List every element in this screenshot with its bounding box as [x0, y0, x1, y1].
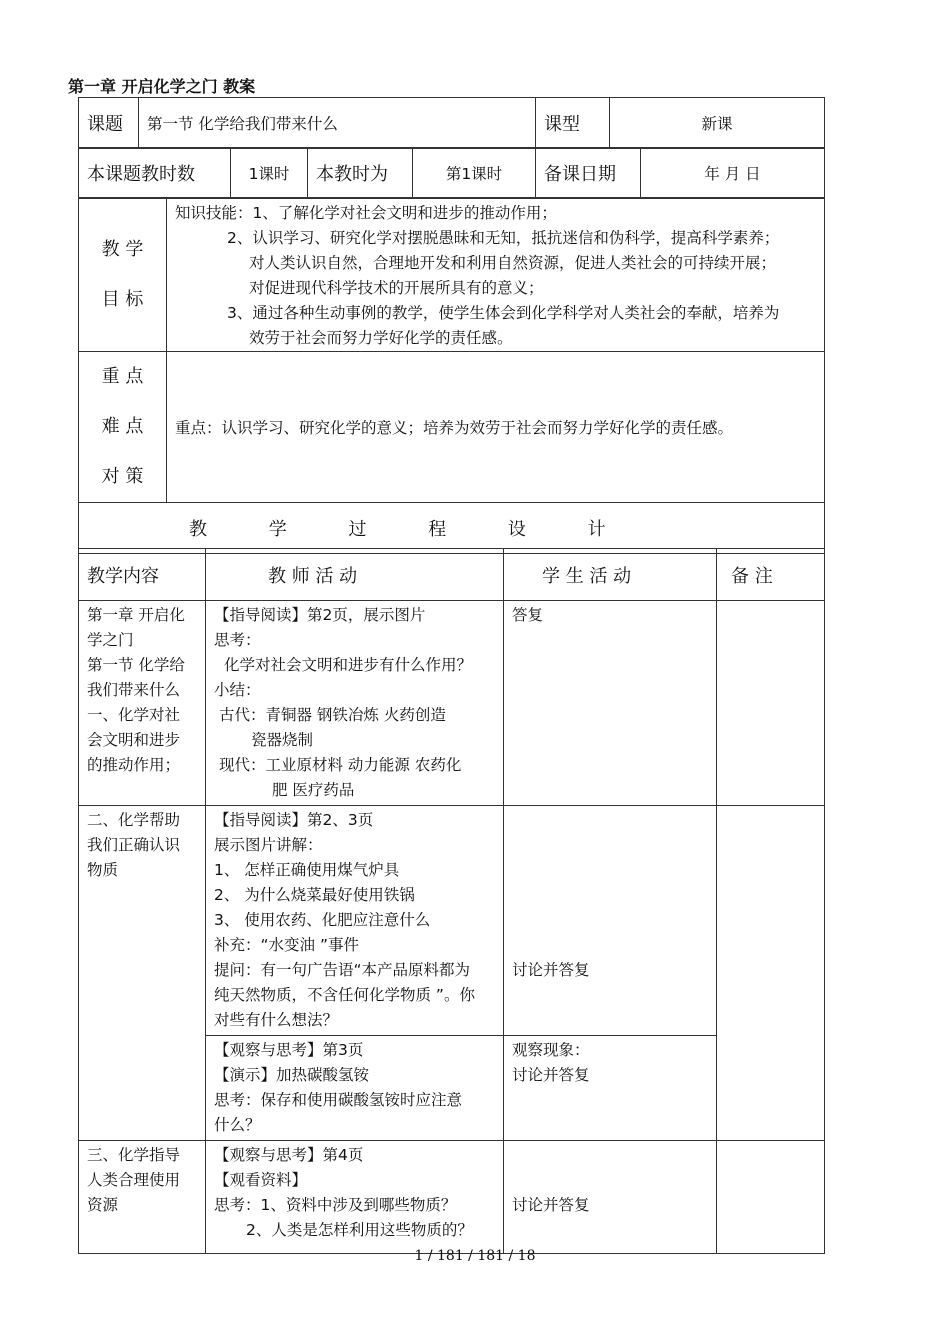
- key-label-2: 难 点: [101, 416, 144, 437]
- col-header-notes: 备 注: [717, 549, 825, 601]
- row-teacher-cell: 【指导阅读】第2页，展示图片 思考： 化学对社会文明和进步有什么作用？ 小结： 古代：青铜器 钢铁冶炼 火药创造 瓷器烧制 现代：工业原材料 动力能源 农药化 肥 医疗药品: [206, 601, 504, 806]
- table-row: [79, 806, 825, 1036]
- goals-label-top: 教 学: [101, 238, 144, 260]
- hours-label: 本课题教时数: [79, 148, 231, 199]
- key-label-3: 对 策: [101, 466, 144, 487]
- header-table-row2: [78, 147, 825, 199]
- process-title: 教 学 过 程 设 计: [79, 503, 825, 554]
- goal-line: 对人类认识自然，合理地开发和利用自然资源，促进人类社会的可持续开展；: [249, 254, 777, 272]
- row-teacher-cell: 【指导阅读】第2、3页 展示图片讲解： 1、 怎样正确使用煤气炉具 2、 为什么烧菜最好使用铁锅 3、 使用农药、化肥应注意什么 补充：“水变油 ”事件 提问：有一句广告语“本产品原料都为 纯天然物质，不含任何化学物质 ”。你 对些有什么想法？: [206, 806, 504, 1036]
- row-student-cell: 讨论并答复: [504, 806, 717, 1036]
- prep-date-value: 年 月 日: [641, 148, 825, 199]
- goal-line: 知识技能：1、了解化学对社会文明和进步的推动作用；: [175, 204, 557, 222]
- document-title: 第一章 开启化学之门 教案: [68, 77, 256, 96]
- row-teacher-cell: 【观察与思考】第4页 【观看资料】 思考：1、资料中涉及到哪些物质？ 2、人类是怎样利用这些物质的？: [206, 1141, 504, 1254]
- goal-line: 效劳于社会而努力学好化学的责任感。: [249, 329, 513, 347]
- key-label-1: 重 点: [101, 366, 144, 387]
- process-table: [78, 548, 825, 1254]
- row-notes-cell: [717, 1141, 825, 1254]
- row-content-cell: 三、化学指导 人类合理使用 资源: [79, 1141, 206, 1254]
- row-content-cell: 第一章 开启化 学之门 第一节 化学给 我们带来什么 一、化学对社 会文明和进步 的推动作用；: [79, 601, 206, 806]
- row-content-cell: 二、化学帮助 我们正确认识 物质: [79, 806, 206, 1141]
- goal-line: 对促进现代科学技术的开展所具有的意义；: [249, 279, 544, 297]
- col-header-content: 教学内容: [79, 549, 206, 601]
- goal-line: 3、通过各种生动事例的教学，使学生体会到化学科学对人类社会的奉献，培养为: [227, 304, 780, 322]
- prep-date-label: 备课日期: [536, 148, 641, 199]
- lesson-label: 课题: [79, 98, 139, 149]
- row-teacher-cell: 【观察与思考】第3页 【演示】加热碳酸氢铵 思考：保存和使用碳酸氢铵时应注意 什么？: [206, 1036, 504, 1141]
- hours-value: 1课时: [231, 148, 308, 199]
- type-value: 新课: [610, 98, 825, 149]
- key-content: 重点：认识学习、研究化学的意义；培养为效劳于社会而努力学好化学的责任感。: [167, 352, 825, 503]
- col-header-teacher: 教 师 活 动: [206, 549, 504, 601]
- goals-content: [167, 198, 825, 352]
- key-label: [79, 352, 167, 503]
- col-header-student: 学 生 活 动: [504, 549, 717, 601]
- table-row: [79, 1141, 825, 1254]
- row-student-cell: 答复: [504, 601, 717, 806]
- header-table-row1: [78, 97, 825, 149]
- row-student-cell: 观察现象： 讨论并答复: [504, 1036, 717, 1141]
- goals-label: [79, 198, 167, 352]
- goal-line: 2、认识学习、研究化学对摆脱愚昧和无知，抵抗迷信和伪科学，提高科学素养；: [227, 229, 780, 247]
- type-label: 课型: [536, 98, 610, 149]
- row-notes-cell: [717, 601, 825, 806]
- current-lesson-label: 本教时为: [308, 148, 413, 199]
- goals-table: [78, 197, 825, 554]
- current-lesson-value: 第1课时: [413, 148, 536, 199]
- goals-label-bottom: 目 标: [101, 288, 144, 310]
- row-student-cell: 讨论并答复: [504, 1141, 717, 1254]
- lesson-value: 第一节 化学给我们带来什么: [139, 98, 536, 149]
- page-footer: 1 / 181 / 181 / 18: [414, 1248, 536, 1264]
- row-notes-cell: [717, 806, 825, 1141]
- table-row: [79, 601, 825, 806]
